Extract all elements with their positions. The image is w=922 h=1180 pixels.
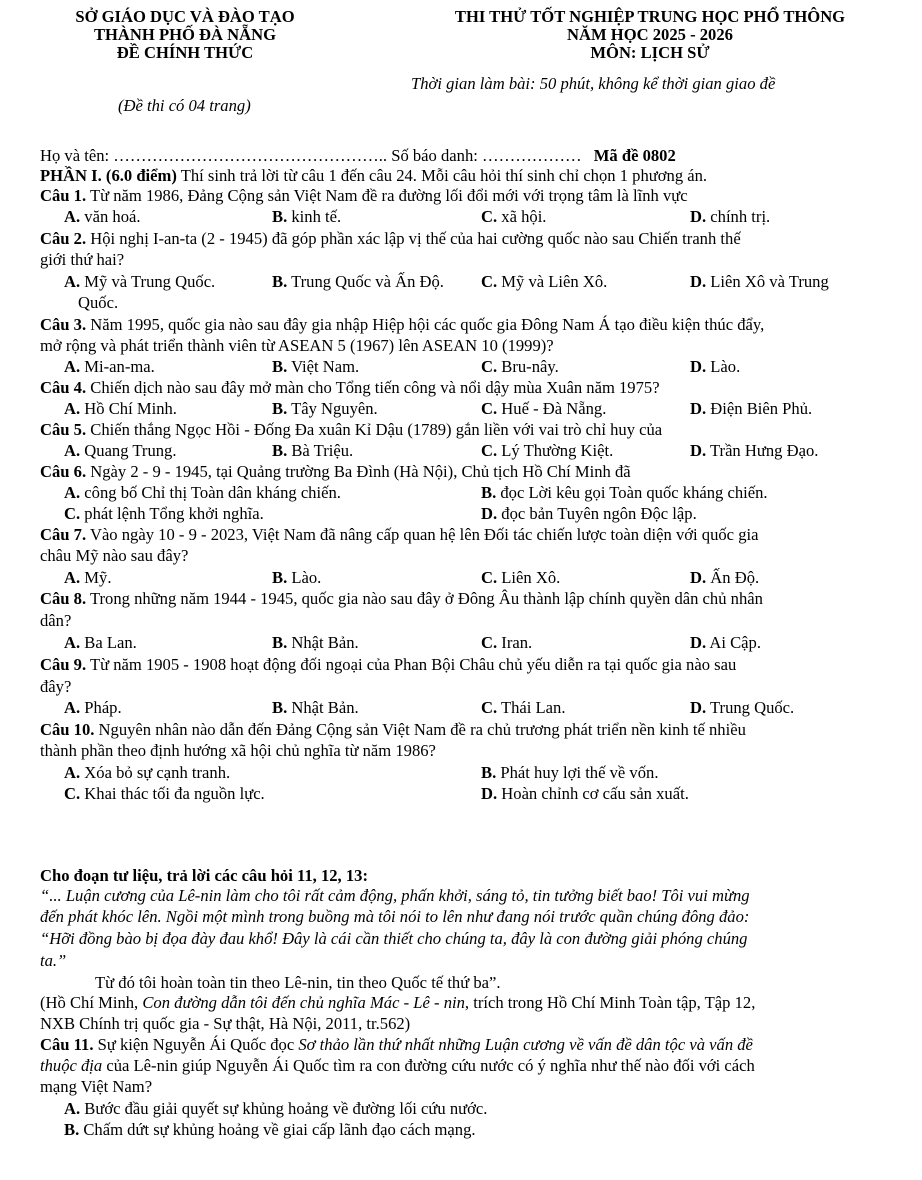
answer-option[interactable] [481,483,768,503]
question-9-line [40,655,902,675]
answer-option[interactable] [64,1120,476,1140]
city-name: THÀNH PHỐ ĐÀ NẴNG [93,25,277,44]
option-letter: A. [64,568,81,587]
exam-code: Mã đề 0802 [593,146,676,165]
option-text: đọc bản Tuyên ngôn Độc lập. [497,504,697,523]
option-letter: D. [690,399,707,418]
official-label: ĐỀ CHÍNH THỨC [116,43,254,62]
question-number: Câu 9. [40,655,87,674]
question-text: mở rộng và phát triển thành viên từ ASEAN 5 (1967) lên ASEAN 10 (1999)? [40,336,554,355]
answer-option[interactable] [272,207,341,227]
passage-source-line2: NXB Chính trị quốc gia - Sự thật, Hà Nội, 2011, tr.562) [40,1014,411,1033]
option-text: Lào. [706,357,741,376]
part1-instruction: Thí sinh trả lời từ câu 1 đến câu 24. Mỗi câu hỏi thí sinh chỉ chọn 1 phương án. [176,166,708,185]
option-letter: B. [272,441,288,460]
time-note: Thời gian làm bài: 50 phút, không kể thời gian giao đề [411,74,776,93]
header-right [380,8,920,62]
part1-title: PHẦN I. (6.0 điểm) [40,166,177,185]
option-letter: B. [272,399,288,418]
answer-option[interactable] [272,633,359,653]
answer-option[interactable] [481,399,606,419]
source-title: Con đường dẫn tôi đến chủ nghĩa Mác - Lê - nin [142,993,465,1012]
passage-source [40,993,902,1013]
question-text: Chiến thắng Ngọc Hồi - Đống Đa xuân Kỉ Dậu (1789) gắn liền với vai trò chỉ huy của [86,420,663,439]
option-letter: A. [64,698,81,717]
option-text: Nhật Bản. [287,633,359,652]
option-text: Xóa bỏ sự cạnh tranh. [80,763,231,782]
passage-quote-line: “Hỡi đồng bào bị đọa đày đau khổ! Đây là cái cần thiết cho chúng ta, đây là con đường giải phóng chúng [40,929,748,948]
answer-option[interactable] [481,784,689,804]
question-6-line [40,462,902,482]
option-letter: B. [272,568,288,587]
option-letter: D. [690,272,707,291]
answer-option[interactable] [64,763,230,783]
answer-option[interactable] [64,504,264,524]
question-text: Sự kiện Nguyễn Ái Quốc đọc [93,1035,299,1054]
source-suffix: , trích trong Hồ Chí Minh Toàn tập, Tập 12, [464,993,756,1012]
question-11-line3: mạng Việt Nam? [40,1077,153,1096]
option-text-wrap: Quốc. [78,293,119,312]
question-text: dân? [40,611,72,630]
question-text: Ngày 2 - 9 - 1945, tại Quảng trường Ba Đình (Hà Nội), Chủ tịch Hồ Chí Minh đã [86,462,631,481]
question-11-line2 [40,1056,902,1076]
option-text: Bước đầu giải quyết sự khủng hoảng về đường lối cứu nước. [80,1099,488,1118]
option-text: Pháp. [80,698,122,717]
question-text: Hội nghị I-an-ta (2 - 1945) đã góp phần xác lập vị thế của hai cường quốc nào sau Chiến tranh thế [86,229,741,248]
option-letter: A. [64,399,81,418]
option-text: kinh tế. [287,207,342,226]
option-text: văn hoá. [80,207,141,226]
question-8-line [40,589,902,609]
option-letter: B. [64,1120,80,1139]
answer-option[interactable] [272,399,378,419]
question-11 [40,1035,902,1055]
option-text: Mỹ và Liên Xô. [497,272,608,291]
question-number: Câu 6. [40,462,87,481]
option-text: Mi-an-ma. [80,357,155,376]
answer-option[interactable] [690,698,794,718]
option-text: Huế - Đà Nẵng. [497,399,607,418]
question-number: Câu 4. [40,378,87,397]
question-italic: Sơ thảo lần thứ nhất những Luận cương về vấn đề dân tộc và vấn đề [298,1035,753,1054]
question-text: Nguyên nhân nào dẫn đến Đảng Cộng sản Việt Nam đề ra chủ trương phát triển nền kinh tế nhiều [94,720,746,739]
question-number: Câu 11. [40,1035,94,1054]
option-text: Iran. [497,633,533,652]
question-text: Vào ngày 10 - 9 - 2023, Việt Nam đã nâng cấp quan hệ lên Đối tác chiến lược toàn diện với quốc gia [86,525,759,544]
option-letter: A. [64,633,81,652]
option-text: Hoàn chỉnh cơ cấu sản xuất. [497,784,689,803]
option-letter: A. [64,207,81,226]
option-letter: D. [690,633,707,652]
option-text: Liên Xô và Trung [706,272,829,291]
subject: MÔN: LỊCH SỬ [590,43,710,62]
answer-option[interactable] [272,272,444,292]
option-text: công bố Chỉ thị Toàn dân kháng chiến. [80,483,341,502]
question-7-line [40,546,902,566]
answer-option[interactable] [481,207,546,227]
answer-option[interactable] [690,399,812,419]
option-text: Nhật Bản. [287,698,359,717]
option-text: đọc Lời kêu gọi Toàn quốc kháng chiến. [496,483,768,502]
answer-option[interactable] [272,568,321,588]
answer-option[interactable] [690,441,818,461]
department-name: SỞ GIÁO DỤC VÀ ĐÀO TẠO [75,7,295,26]
option-text: Chấm dứt sự khủng hoảng về giai cấp lãnh đạo cách mạng. [79,1120,476,1139]
student-name-field: Họ và tên: ………………………………………….. Số báo danh: ……………… [40,146,582,165]
question-text: của Lê-nin giúp Nguyễn Ái Quốc tìm ra con đường cứu nước có ý nghĩa như thế nào đối với cách [102,1056,755,1075]
option-text: Phát huy lợi thế về vốn. [496,763,659,782]
option-text: xã hội. [497,207,547,226]
option-text: Quang Trung. [80,441,177,460]
question-text: Từ năm 1986, Đảng Cộng sản Việt Nam đề ra đường lối đổi mới với trọng tâm là lĩnh vực [86,186,688,205]
question-text: châu Mỹ nào sau đây? [40,546,189,565]
option-text: phát lệnh Tổng khởi nghĩa. [80,504,264,523]
question-text: Chiến dịch nào sau đây mở màn cho Tổng tiến công và nổi dậy mùa Xuân năm 1975? [86,378,660,397]
option-text: Thái Lan. [497,698,566,717]
question-10-line [40,720,902,740]
answer-option[interactable] [481,633,532,653]
option-letter: C. [481,698,498,717]
answer-option[interactable] [272,441,353,461]
answer-option[interactable] [481,357,559,377]
part1-heading [40,166,902,186]
answer-option[interactable] [481,272,607,292]
answer-option[interactable] [64,633,137,653]
option-letter: B. [272,357,288,376]
question-text: Từ năm 1905 - 1908 hoạt động đối ngoại của Phan Bội Châu chủ yếu diễn ra tại quốc gia nào sau [86,655,737,674]
option-text: Lý Thường Kiệt. [497,441,614,460]
answer-option[interactable] [64,357,155,377]
option-text: Trần Hưng Đạo. [706,441,819,460]
option-letter: C. [64,784,81,803]
option-text: Lào. [287,568,322,587]
passage-intro: Cho đoạn tư liệu, trả lời các câu hỏi 11, 12, 13: [40,866,368,885]
question-1-line [40,186,902,206]
option-text: Mỹ. [80,568,112,587]
option-text: Bà Triệu. [287,441,354,460]
option-letter: A. [64,763,81,782]
answer-option[interactable] [481,568,560,588]
option-letter: D. [690,698,707,717]
question-5-line [40,420,902,440]
question-text: đây? [40,677,72,696]
option-letter: A. [64,441,81,460]
option-text: Khai thác tối đa nguồn lực. [80,784,265,803]
question-text: Trong những năm 1944 - 1945, quốc gia nào sau đây ở Đông Âu thành lập chính quyền dân chủ nhân [86,589,763,608]
option-text: Ba Lan. [80,633,137,652]
option-letter: A. [64,1099,81,1118]
school-year: NĂM HỌC 2025 - 2026 [567,25,733,44]
answer-option[interactable] [690,633,761,653]
question-10-line [40,741,902,761]
option-letter: B. [272,207,288,226]
option-letter: C. [481,568,498,587]
answer-option[interactable] [481,441,613,461]
option-letter: D. [690,441,707,460]
option-letter: A. [64,272,81,291]
option-letter: D. [690,207,707,226]
option-letter: C. [481,399,498,418]
question-7-line [40,525,902,545]
option-letter: A. [64,357,81,376]
option-text: Hồ Chí Minh. [80,399,177,418]
question-2-line [40,229,902,249]
answer-option[interactable] [64,207,141,227]
answer-option[interactable] [690,357,740,377]
option-letter: C. [64,504,81,523]
answer-option[interactable] [64,272,215,292]
answer-option[interactable] [64,441,177,461]
answer-option[interactable] [690,207,770,227]
option-letter: C. [481,357,498,376]
answer-option[interactable] [64,784,265,804]
answer-option[interactable] [64,698,122,718]
answer-option[interactable] [64,568,112,588]
question-number: Câu 2. [40,229,87,248]
option-letter: D. [481,504,498,523]
option-letter: D. [481,784,498,803]
answer-option[interactable] [64,483,341,503]
question-4-line [40,378,902,398]
option-letter: C. [481,272,498,291]
question-text: giới thứ hai? [40,250,125,269]
passage-quote-line: đến phát khóc lên. Ngồi một mình trong buồng mà tôi nói to lên như đang nói trước quần chúng đông đảo: [40,907,750,926]
option-letter: A. [64,483,81,502]
option-letter: B. [272,633,288,652]
passage-follow: Từ đó tôi hoàn toàn tin theo Lê-nin, tin theo Quốc tế thứ ba”. [95,973,501,992]
answer-option[interactable] [481,763,658,783]
answer-option[interactable] [690,568,759,588]
question-number: Câu 7. [40,525,87,544]
header-left [40,8,330,62]
pages-note: (Đề thi có 04 trang) [118,96,251,115]
question-2-line [40,250,902,270]
option-text: chính trị. [706,207,771,226]
question-3-line [40,315,902,335]
option-text: Trung Quốc. [706,698,795,717]
question-text: Năm 1995, quốc gia nào sau đây gia nhập Hiệp hội các quốc gia Đông Nam Á tạo điều kiện thúc đẩy, [86,315,765,334]
answer-option[interactable] [272,357,359,377]
answer-option[interactable] [481,504,697,524]
option-text: Điện Biên Phủ. [706,399,813,418]
answer-option[interactable] [272,698,359,718]
source-prefix: (Hồ Chí Minh, [40,993,143,1012]
answer-option[interactable] [64,1099,487,1119]
option-letter: C. [481,207,498,226]
option-text: Liên Xô. [497,568,561,587]
question-9-line [40,677,902,697]
option-letter: D. [690,357,707,376]
question-text: thành phần theo định hướng xã hội chủ nghĩa từ năm 1986? [40,741,436,760]
option-text: Ấn Độ. [706,568,760,587]
option-text: Mỹ và Trung Quốc. [80,272,216,291]
exam-title: THI THỬ TỐT NGHIỆP TRUNG HỌC PHỔ THÔNG [454,7,846,26]
option-text: Tây Nguyên. [287,399,378,418]
answer-option[interactable] [481,698,566,718]
question-number: Câu 8. [40,589,87,608]
option-text: Trung Quốc và Ấn Độ. [287,272,444,291]
option-letter: D. [690,568,707,587]
passage-quote-line: “... Luận cương của Lê-nin làm cho tôi rất cảm động, phấn khởi, sáng tỏ, tin tưởng biết bao! Tôi vui mừng [40,886,750,905]
question-italic: thuộc địa [40,1056,103,1075]
option-text: Bru-nây. [497,357,559,376]
option-letter: C. [481,441,498,460]
question-3-line [40,336,902,356]
option-letter: B. [272,698,288,717]
student-info [40,146,902,166]
answer-option[interactable] [64,399,177,419]
option-letter: B. [481,483,497,502]
question-number: Câu 5. [40,420,87,439]
passage-quote-line: ta.” [40,951,67,970]
question-number: Câu 3. [40,315,87,334]
option-text: Ai Cập. [706,633,761,652]
answer-option[interactable] [690,272,829,292]
option-text: Việt Nam. [287,357,360,376]
question-number: Câu 10. [40,720,95,739]
option-letter: B. [481,763,497,782]
option-letter: C. [481,633,498,652]
option-letter: B. [272,272,288,291]
question-number: Câu 1. [40,186,87,205]
question-8-line [40,611,902,631]
